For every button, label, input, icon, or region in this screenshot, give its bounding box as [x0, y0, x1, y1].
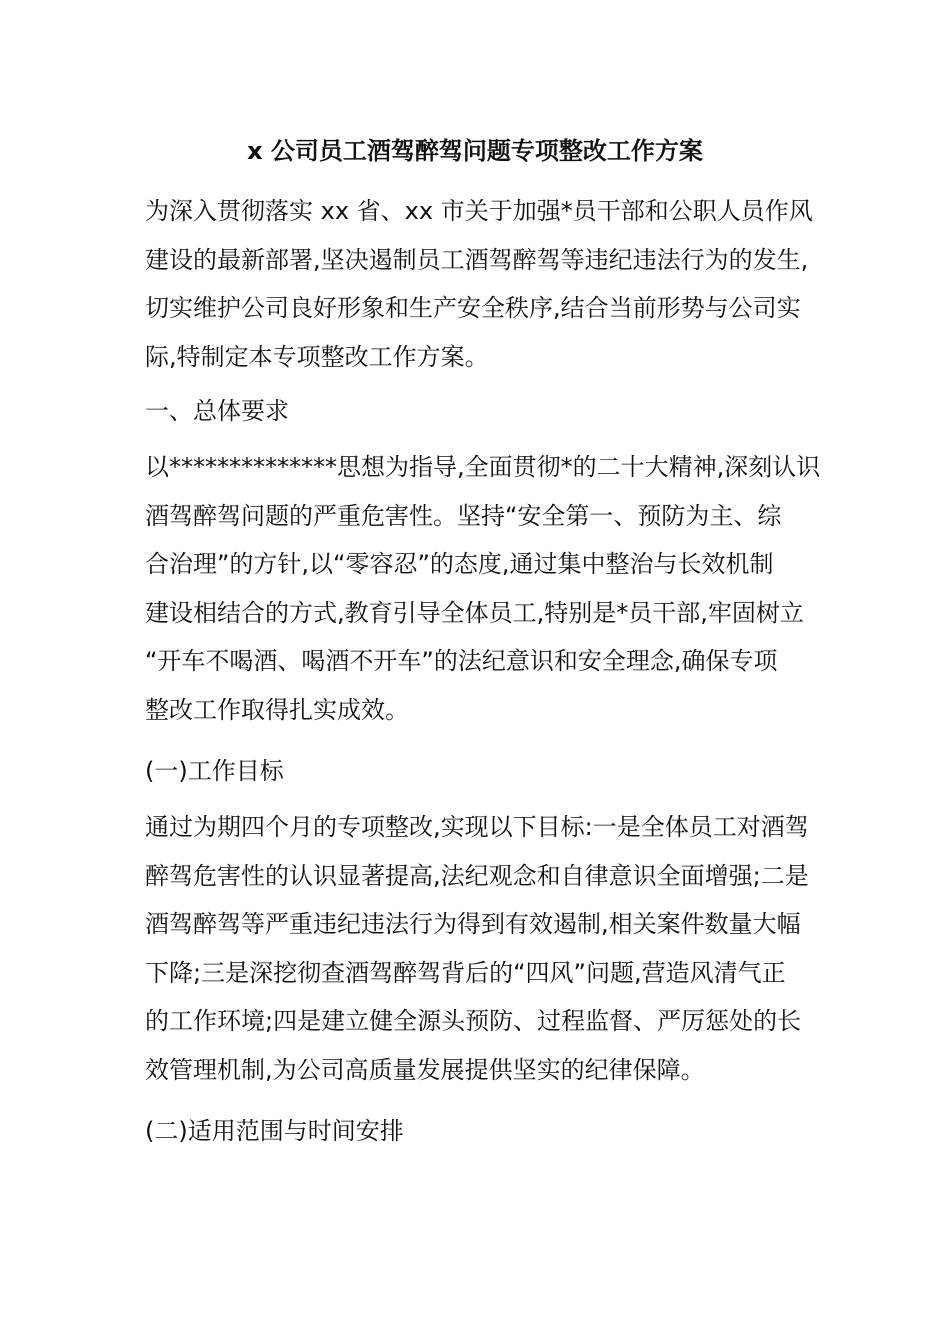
section1-line: “开车不喝酒、喝酒不开车”的法纪意识和安全理念,确保专项	[145, 647, 778, 675]
sub2-heading-text: (二)适用范围与时间安排	[145, 1117, 404, 1145]
sub1-line: 的工作环境;四是建立健全源头预防、过程监督、严厉惩处的长	[145, 1007, 802, 1035]
section1-line: 合治理”的方针,以“零容忍”的态度,通过集中整治与长效机制	[145, 550, 774, 578]
section1-line: 建设相结合的方式,教育引导全体员工,特别是*员干部,牢固树立	[145, 598, 804, 627]
section1-line: 酒驾醉驾问题的严重危害性。坚持“安全第一、预防为主、综	[145, 501, 782, 530]
sub2-heading	[145, 1107, 805, 1156]
section1-heading-text: 一、总体要求	[145, 397, 289, 425]
intro-line: 际,特制定本专项整改工作方案。	[145, 342, 489, 371]
sub1-line: 酒驾醉驾等严重违纪违法行为得到有效遏制,相关案件数量大幅	[145, 910, 801, 938]
intro-paragraph	[145, 187, 813, 381]
sub1-paragraph	[145, 803, 809, 1094]
sub1-line: 效管理机制,为公司高质量发展提供坚实的纪律保障。	[145, 1055, 705, 1084]
sub1-heading	[145, 747, 805, 796]
intro-line: 为深入贯彻落实 xx 省、xx 市关于加强*员干部和公职人员作风	[145, 197, 813, 225]
document-title: x 公司员工酒驾醉驾问题专项整改工作方案	[247, 137, 703, 165]
section1-line: 以**************思想为指导,全面贯彻*的二十大精神,深刻认识	[145, 453, 821, 481]
section1-heading	[145, 387, 805, 436]
sub1-heading-text: (一)工作目标	[145, 757, 284, 785]
sub1-line: 下降;三是深挖彻查酒驾醉驾背后的“四风”问题,营造风清气正	[145, 958, 786, 987]
section1-line: 整改工作取得扎实成效。	[145, 695, 409, 724]
sub1-line: 醉驾危害性的认识显著提高,法纪观念和自律意识全面增强;二是	[145, 861, 809, 890]
sub1-line: 通过为期四个月的专项整改,实现以下目标:一是全体员工对酒驾	[145, 813, 809, 841]
section1-paragraph	[145, 443, 821, 734]
intro-line: 建设的最新部署,坚决遏制员工酒驾醉驾等违纪违法行为的发生,	[145, 245, 809, 274]
intro-line: 切实维护公司良好形象和生产安全秩序,结合当前形势与公司实	[145, 294, 801, 322]
